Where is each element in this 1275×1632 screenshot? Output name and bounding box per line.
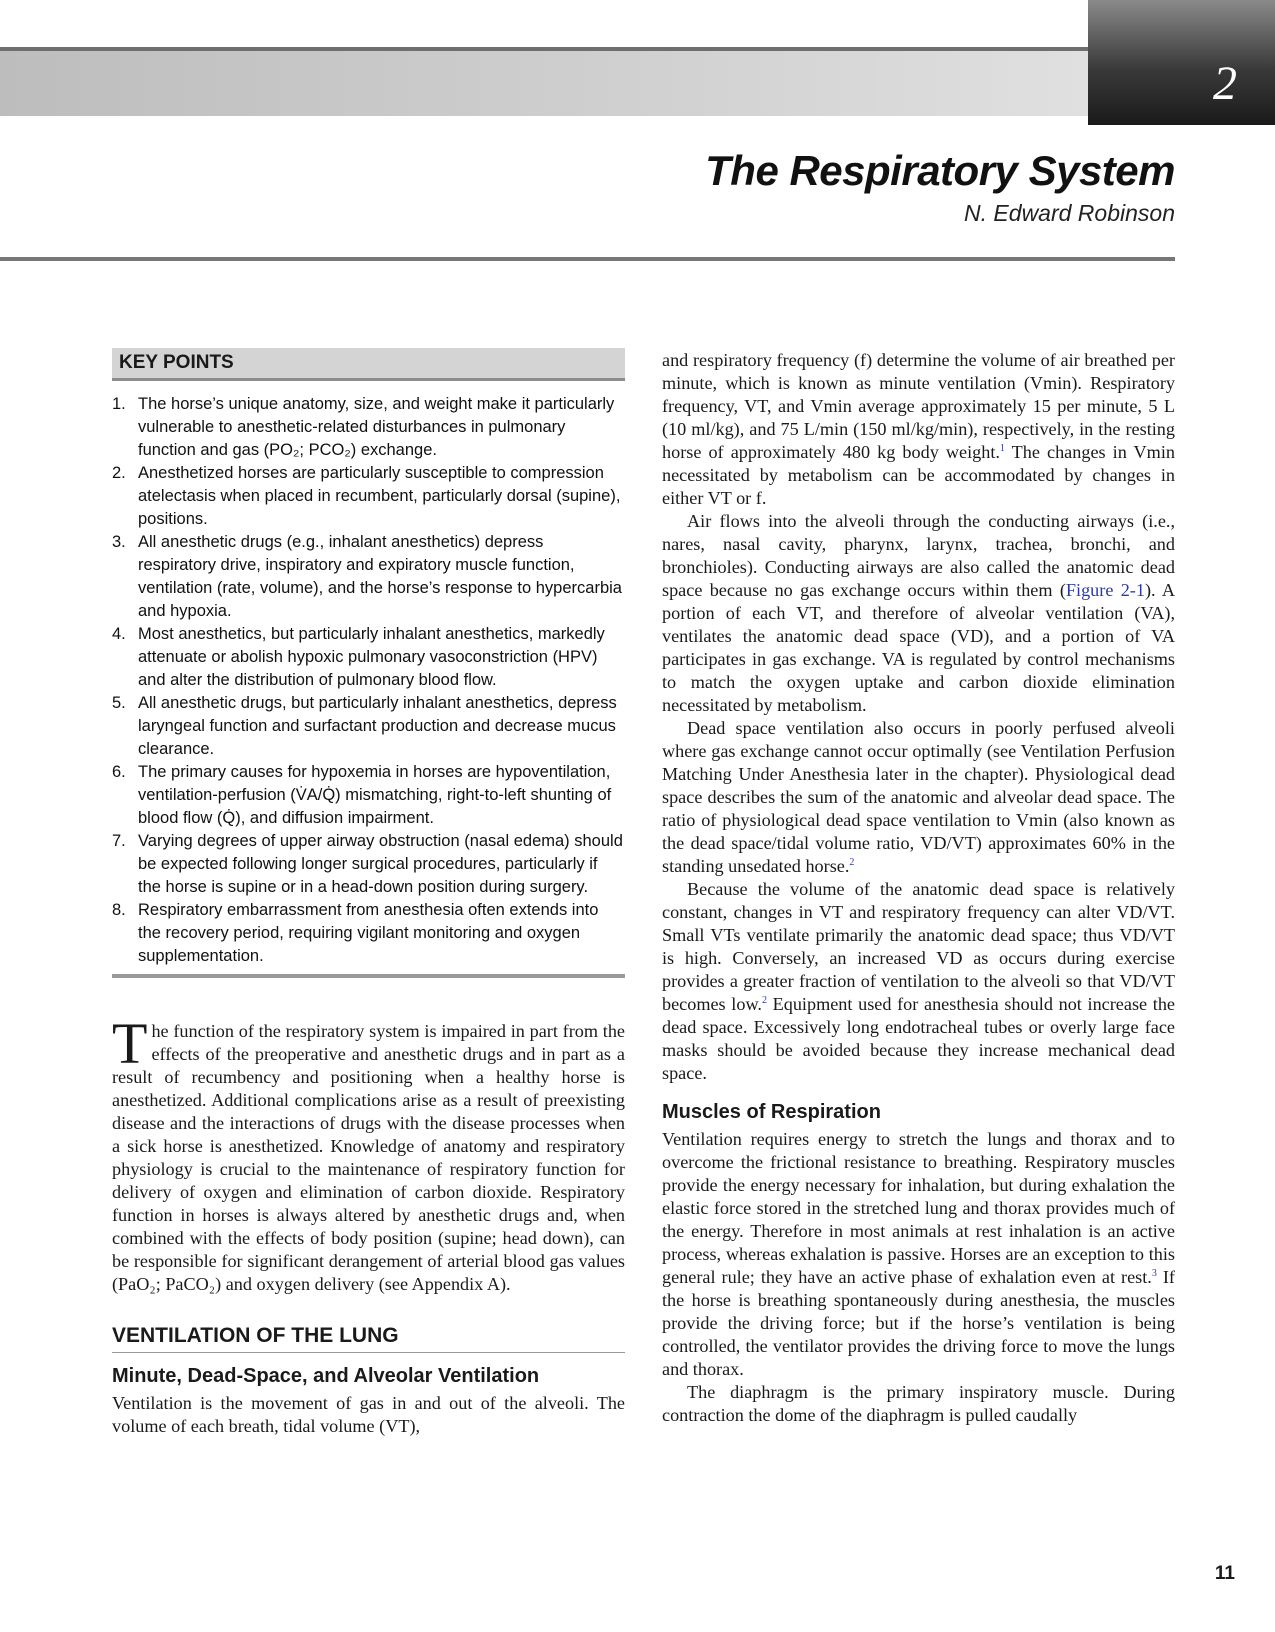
figure-link[interactable]: Figure 2-1	[1065, 580, 1145, 600]
paragraph-diaphragm: The diaphragm is the primary inspiratory muscle. During contraction the dome of the diaphragm is pulled caudally	[662, 1382, 1175, 1425]
key-point-text: The primary causes for hypoxemia in horses are hypoventilation, ventilation-perfusion (V̇A/Q̇) mismatching, right-to-left shunting of blood flow (Q̇), and diffusion impairment.	[138, 763, 612, 827]
p5-text-a: Ventilation requires energy to stretch the lungs and thorax and to overcome the frictional resistance to breathing. Respiratory muscles provide the energy necessary for inhalation, but during exhalation the elastic force stored in the stretched lung and thorax provides much of the energy. Therefore in most animals at rest inhalation is an active process, whereas exhalation is passive. Horses are an exception to this general rule; they have an active phase of exhalation even at rest.	[662, 1129, 1175, 1287]
drop-cap: T	[112, 1011, 148, 1076]
chapter-number: 2	[1213, 57, 1237, 110]
key-point-text: Most anesthetics, but particularly inhalant anesthetics, markedly attenuate or abolish hypoxic pulmonary vasoconstriction (HPV) and alter the distribution of pulmonary blood flow.	[138, 625, 605, 689]
title-block	[705, 148, 1175, 227]
p4-text-a: Because the volume of the anatomic dead space is relatively constant, changes in VT and respiratory frequency can alter VD/VT. Small VTs ventilate primarily the anatomic dead space; thus VD/VT is high. Conversely, an increased VD as occurs during exercise provides a greater fraction of ventilation to the alveoli so that VD/VT becomes low.	[662, 879, 1175, 1014]
intro-paragraph	[112, 1011, 625, 1296]
key-point-item	[112, 531, 625, 623]
right-column	[662, 349, 1175, 1427]
section-heading-ventilation: VENTILATION OF THE LUNG	[112, 1324, 625, 1353]
chapter-tab	[1088, 0, 1275, 125]
chapter-author: N. Edward Robinson	[964, 200, 1175, 227]
p4-text-b: Equipment used for anesthesia should not increase the dead space. Excessively long endotracheal tubes or overly large face masks should be avoided because they increase mechanical dead space.	[662, 994, 1175, 1083]
key-points-list	[112, 393, 625, 968]
paragraph-conducting-airways	[662, 510, 1175, 717]
reference-2b[interactable]: 2	[761, 995, 767, 1006]
key-point-text: All anesthetic drugs (e.g., inhalant anesthetics) depress respiratory drive, inspiratory and expiratory muscle function, ventilation (rate, volume), and the horse’s response to hypercarbia and hypoxia.	[138, 533, 622, 620]
key-point-text: Varying degrees of upper airway obstruction (nasal edema) should be expected following longer surgical procedures, particularly if the horse is supine or in a head-down position during surgery.	[138, 832, 623, 896]
subheading-muscles: Muscles of Respiration	[662, 1101, 881, 1123]
p2-text-a: Air flows into the alveoli through the conducting airways (i.e., nares, nasal cavity, pharynx, larynx, trachea, bronchi, and bronchioles). Conducting airways are also called the anatomic dead space because no gas exchange occurs within them (	[662, 511, 1175, 600]
key-point-number: 3.	[112, 533, 126, 551]
key-points-heading: KEY POINTS	[112, 348, 625, 381]
key-point-number: 6.	[112, 763, 126, 781]
chapter-title: The Respiratory System	[705, 147, 1175, 194]
reference-1[interactable]: 1	[999, 443, 1005, 454]
ventilation-paragraph: Ventilation is the movement of gas in and out of the alveoli. The volume of each breath, tidal volume (VT),	[112, 1393, 625, 1436]
paragraph-dead-space	[662, 717, 1175, 878]
key-point-item	[112, 761, 625, 830]
left-column	[112, 348, 625, 1438]
key-point-number: 4.	[112, 625, 126, 643]
key-point-item	[112, 462, 625, 531]
p5-text-b: If the horse is breathing spontaneously during anesthesia, the muscles provide the driving force; but if the horse’s ventilation is being controlled, the ventilator provides the driving force to move the lungs and thorax.	[662, 1267, 1175, 1379]
reference-2[interactable]: 2	[849, 857, 855, 868]
key-point-item	[112, 692, 625, 761]
key-point-item	[112, 899, 625, 968]
paragraph-minute-ventilation	[662, 349, 1175, 510]
header-bar	[0, 47, 1090, 116]
subheading-minute-ventilation: Minute, Dead-Space, and Alveolar Ventilation	[112, 1365, 540, 1387]
paragraph-muscles	[662, 1128, 1175, 1381]
key-point-number: 8.	[112, 901, 126, 919]
key-point-number: 1.	[112, 395, 126, 413]
key-point-text: The horse’s unique anatomy, size, and weight make it particularly vulnerable to anesthetic-related disturbances in pulmonary function and gas (PO₂; PCO₂) exchange.	[138, 395, 615, 459]
key-points-bottom-rule	[112, 974, 625, 978]
key-point-item	[112, 393, 625, 462]
key-point-item	[112, 830, 625, 899]
p3-text: Dead space ventilation also occurs in poorly perfused alveoli where gas exchange cannot occur optimally (see Ventilation Perfusion Matching Under Anesthesia later in the chapter). Physiological dead space describes the sum of the anatomic and alveolar dead space. The ratio of physiological dead space ventilation to Vmin (also known as the dead space/tidal volume ratio, VD/VT) approximates 60% in the standing unsedated horse.	[662, 718, 1175, 876]
key-point-number: 7.	[112, 832, 126, 850]
reference-3[interactable]: 3	[1151, 1268, 1157, 1279]
key-point-text: All anesthetic drugs, but particularly inhalant anesthetics, depress laryngeal function and surfactant production and decrease mucus clearance.	[138, 694, 617, 758]
key-point-number: 5.	[112, 694, 126, 712]
p1-end-text: The changes in Vmin necessitated by metabolism can be accommodated by changes in either VT or f.	[662, 442, 1175, 508]
key-point-text: Respiratory embarrassment from anesthesia often extends into the recovery period, requiring vigilant monitoring and oxygen supplementation.	[138, 901, 599, 965]
key-point-item	[112, 623, 625, 692]
key-point-number: 2.	[112, 464, 126, 482]
intro-text: he function of the respiratory system is impaired in part from the effects of the preoperative and anesthetic drugs and in part as a result of recumbency and positioning when a healthy horse is anesthetized. Additional complications arise as a result of preexisting disease and the interactions of drugs with the disease processes when a sick horse is anesthetized. Knowledge of anatomy and respiratory physiology is crucial to the maintenance of respiratory function for delivery of oxygen and elimination of carbon dioxide. Respiratory function in horses is always altered by anesthetic drugs and, when combined with the effects of body position (supine; head down), can be responsible for significant derangement of arterial blood gas values (PaO₂; PaCO₂) and oxygen delivery (see Appendix A).	[112, 1021, 625, 1294]
key-point-text: Anesthetized horses are particularly susceptible to compression atelectasis when placed in recumbent, particularly dorsal (supine), positions.	[138, 464, 621, 528]
p2-text-b: ). A portion of each VT, and therefore of alveolar ventilation (VA), ventilates the anatomic dead space (VD), and a portion of VA participates in gas exchange. VA is regulated by control mechanisms to match the oxygen uptake and carbon dioxide elimination necessitated by metabolism.	[662, 580, 1175, 715]
page-number: 11	[1214, 1563, 1235, 1584]
paragraph-vd-vt	[662, 878, 1175, 1085]
title-rule	[0, 257, 1175, 261]
p1-text: and respiratory frequency (f) determine the volume of air breathed per minute, which is known as minute ventilation (Vmin). Respiratory frequency, VT, and Vmin average approximately 15 per minute, 5 L (10 ml/kg), and 75 L/min (150 ml/kg/min), respectively, in the resting horse of approximately 480 kg body weight.	[662, 350, 1175, 462]
